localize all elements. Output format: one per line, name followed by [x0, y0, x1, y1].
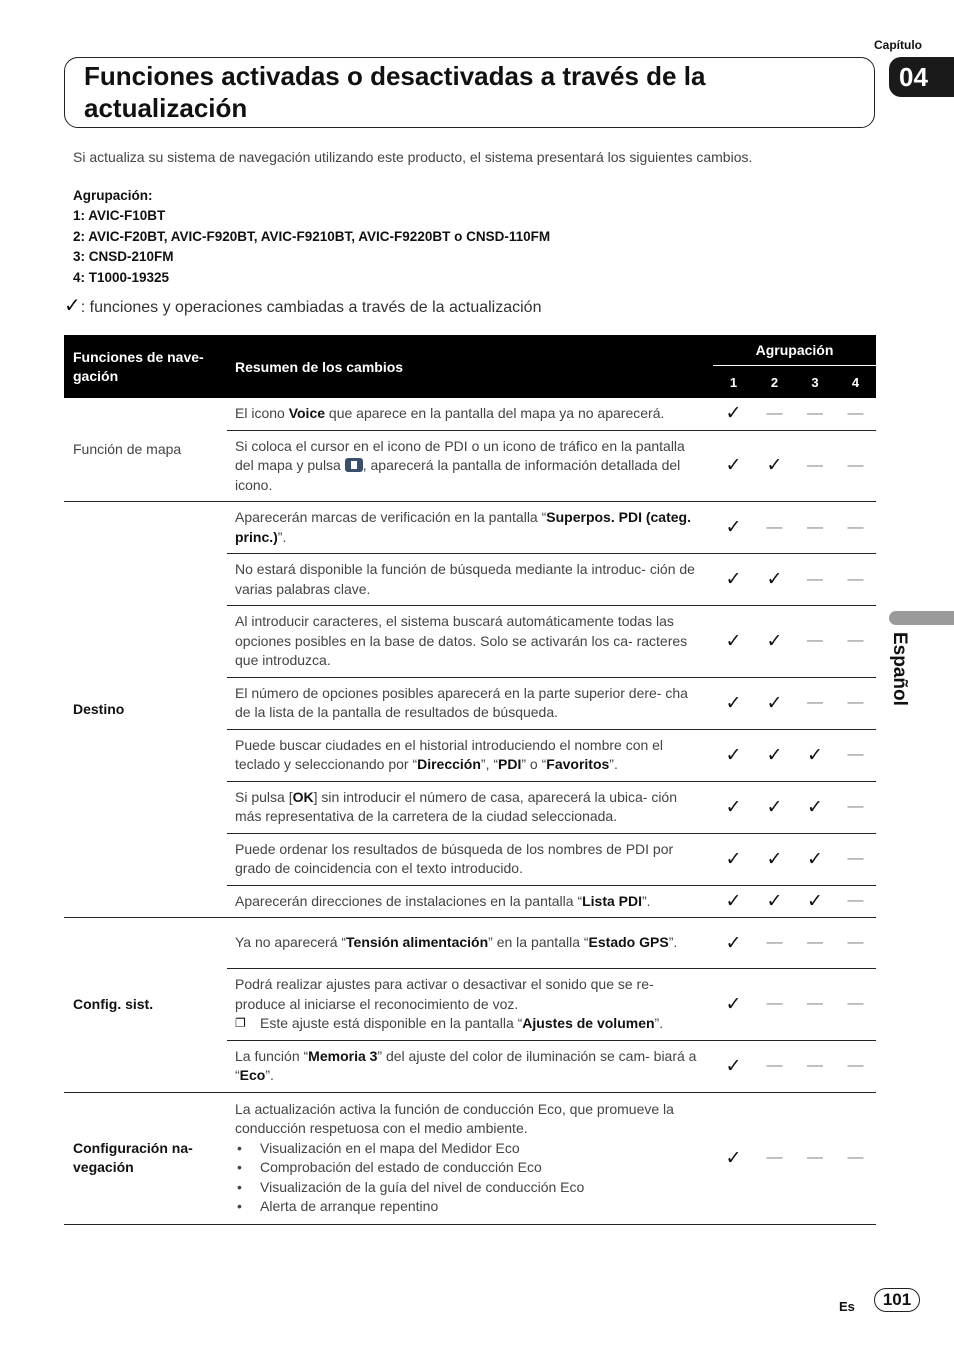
- group-1: 1: AVIC-F10BT: [73, 208, 166, 223]
- check-mark: ✓: [713, 398, 754, 430]
- check-mark: ✓: [713, 677, 754, 729]
- check-mark: ✓: [795, 729, 835, 781]
- group-3: 3: CNSD-210FM: [73, 249, 174, 264]
- check-mark: ✓: [754, 729, 795, 781]
- row-description: Al introducir caracteres, el sistema buscará automáticamente todas las opciones posibles en la base de datos. Solo se activarán los ca- racteres que introduzca.: [227, 606, 713, 678]
- check-mark: ✓: [713, 729, 754, 781]
- check-mark: ✓: [754, 781, 795, 833]
- row-description: La actualización activa la función de conducción Eco, que promueve la conducción respetuosa con el medio ambiente. • Visualización en el mapa del Medidor Eco • Comprobación del estado de conducción Eco • Visualización de la guía del nivel de conducción Eco • Alerta de arranque repentino: [227, 1092, 713, 1224]
- language-label: Español: [889, 632, 910, 706]
- language-tab: [889, 611, 954, 625]
- info-button-icon: [345, 458, 363, 472]
- dash-mark: —: [835, 430, 876, 502]
- check-mark: ✓: [713, 885, 754, 918]
- dash-mark: —: [754, 398, 795, 430]
- category-destination: Destino: [64, 502, 227, 918]
- category-map: Función de mapa: [64, 398, 227, 502]
- language-label-box: [888, 632, 932, 722]
- row-description: El icono Voice que aparece en la pantalla del mapa ya no aparecerá.: [227, 398, 713, 430]
- dash-mark: —: [835, 502, 876, 554]
- footer-language: Es: [839, 1299, 855, 1314]
- category-system-config: Config. sist.: [64, 918, 227, 1093]
- check-mark: ✓: [754, 606, 795, 678]
- check-mark: ✓: [713, 918, 754, 969]
- chapter-label: Capítulo: [874, 38, 922, 52]
- dash-mark: —: [835, 729, 876, 781]
- check-mark: ✓: [795, 885, 835, 918]
- checkmark-icon: ✓: [64, 295, 81, 317]
- check-mark: ✓: [713, 430, 754, 502]
- table-row: [64, 1092, 876, 1224]
- check-mark: ✓: [754, 833, 795, 885]
- row-description: Podrá realizar ajustes para activar o desactivar el sonido que se re- produce al iniciarse el reconocimiento de voz. ❐ Este ajuste está disponible en la pantalla “Ajustes de volumen”.: [227, 969, 713, 1041]
- dash-mark: —: [835, 885, 876, 918]
- dash-mark: —: [795, 554, 835, 606]
- dash-mark: —: [795, 969, 835, 1041]
- dash-mark: —: [835, 398, 876, 430]
- dash-mark: —: [754, 969, 795, 1041]
- check-mark: ✓: [713, 606, 754, 678]
- chapter-number-tab: 04: [889, 57, 954, 97]
- check-mark: ✓: [713, 502, 754, 554]
- legend-text: : funciones y operaciones cambiadas a través de la actualización: [80, 299, 542, 316]
- header-num-1: 1: [713, 366, 754, 399]
- row-description: La función “Memoria 3” del ajuste del color de iluminación se cam- biará a “Eco”.: [227, 1040, 713, 1092]
- header-functions: Funciones de nave- gación: [64, 335, 227, 398]
- check-mark: ✓: [754, 677, 795, 729]
- dash-mark: —: [754, 502, 795, 554]
- row-description: Si pulsa [OK] sin introducir el número de casa, aparecerá la ubica- ción más representativa de la carretera de la ciudad seleccionada.: [227, 781, 713, 833]
- dash-mark: —: [835, 554, 876, 606]
- dash-mark: —: [795, 918, 835, 969]
- changes-table: [64, 335, 876, 1225]
- dash-mark: —: [754, 1040, 795, 1092]
- header-summary: Resumen de los cambios: [227, 335, 713, 398]
- dash-mark: —: [835, 1040, 876, 1092]
- header-num-4: 4: [835, 366, 876, 399]
- dash-mark: —: [795, 502, 835, 554]
- check-mark: ✓: [713, 554, 754, 606]
- row-description: Puede buscar ciudades en el historial introduciendo el nombre con el teclado y seleccionando por “Dirección”, “PDI” o “Favoritos”.: [227, 729, 713, 781]
- check-mark: ✓: [713, 1092, 754, 1224]
- check-mark: ✓: [795, 781, 835, 833]
- table-row: [64, 918, 876, 969]
- group-4: 4: T1000-19325: [73, 270, 170, 285]
- row-description: No estará disponible la función de búsqueda mediante la introduc- ción de varias palabras clave.: [227, 554, 713, 606]
- dash-mark: —: [835, 606, 876, 678]
- list-item: • Comprobación del estado de conducción Eco: [235, 1158, 705, 1178]
- dash-mark: —: [795, 1040, 835, 1092]
- row-description: Ya no aparecerá “Tensión alimentación” en la pantalla “Estado GPS”.: [227, 918, 713, 969]
- dash-mark: —: [835, 918, 876, 969]
- page-title: Funciones activadas o desactivadas a través de la actualización: [84, 61, 706, 123]
- check-mark: ✓: [754, 430, 795, 502]
- list-item: • Visualización de la guía del nivel de conducción Eco: [235, 1178, 705, 1198]
- intro-text: Si actualiza su sistema de navegación utilizando este producto, el sistema presentará los siguientes cambios.: [73, 149, 753, 165]
- header-num-2: 2: [754, 366, 795, 399]
- dash-mark: —: [754, 918, 795, 969]
- header-num-3: 3: [795, 366, 835, 399]
- list-item: • Alerta de arranque repentino: [235, 1197, 705, 1217]
- category-navigation-config: Configuración na- vegación: [64, 1092, 227, 1224]
- dash-mark: —: [754, 1092, 795, 1224]
- group-2: 2: AVIC-F20BT, AVIC-F920BT, AVIC-F9210BT, AVIC-F9220BT o CNSD-110FM: [73, 229, 551, 244]
- dash-mark: —: [795, 606, 835, 678]
- list-item: • Visualización en el mapa del Medidor Eco: [235, 1139, 705, 1159]
- dash-mark: —: [795, 1092, 835, 1224]
- note-item: ❐ Este ajuste está disponible en la pantalla “Ajustes de volumen”.: [235, 1014, 705, 1034]
- check-mark: ✓: [754, 554, 795, 606]
- check-mark: ✓: [795, 833, 835, 885]
- dash-mark: —: [835, 1092, 876, 1224]
- dash-mark: —: [795, 677, 835, 729]
- check-mark: ✓: [713, 969, 754, 1041]
- row-description: Aparecerán direcciones de instalaciones en la pantalla “Lista PDI”.: [227, 885, 713, 918]
- dash-mark: —: [835, 781, 876, 833]
- dash-mark: —: [835, 677, 876, 729]
- table-row: [64, 398, 876, 430]
- check-mark: ✓: [713, 781, 754, 833]
- row-description: Aparecerán marcas de verificación en la pantalla “Superpos. PDI (categ. princ.)”.: [227, 502, 713, 554]
- dash-mark: —: [835, 833, 876, 885]
- row-description: Si coloca el cursor en el icono de PDI o un icono de tráfico en la pantalla del mapa y pulsa , aparecerá la pantalla de información detallada del icono.: [227, 430, 713, 502]
- dash-mark: —: [795, 398, 835, 430]
- row-description: El número de opciones posibles aparecerá en la parte superior dere- cha de la lista de la pantalla de resultados de búsqueda.: [227, 677, 713, 729]
- header-group: Agrupación: [713, 335, 876, 366]
- dash-mark: —: [835, 969, 876, 1041]
- check-mark: ✓: [754, 885, 795, 918]
- table-row: [64, 502, 876, 554]
- legend: [64, 293, 541, 318]
- check-mark: ✓: [713, 1040, 754, 1092]
- page-number: 101: [874, 1288, 920, 1312]
- row-description: Puede ordenar los resultados de búsqueda de los nombres de PDI por grado de coincidencia con el texto introducido.: [227, 833, 713, 885]
- dash-mark: —: [795, 430, 835, 502]
- check-mark: ✓: [713, 833, 754, 885]
- groups-heading: Agrupación:: [73, 188, 153, 203]
